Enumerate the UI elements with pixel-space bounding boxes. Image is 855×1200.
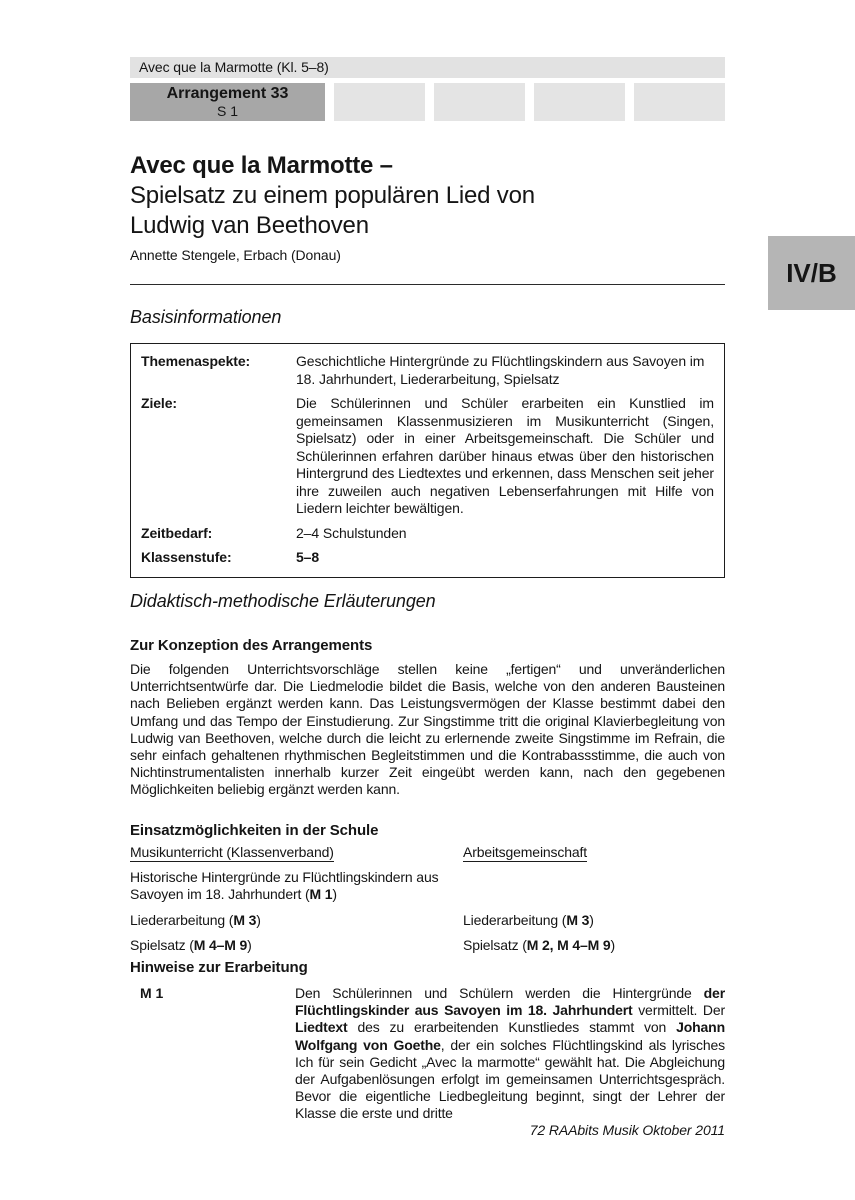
- tab-placeholder-4: [634, 83, 725, 121]
- page-footer: 72 RAAbits Musik Oktober 2011: [529, 1122, 725, 1138]
- title-line-3: Ludwig van Beethoven: [130, 212, 369, 239]
- info-row-ziele: [141, 395, 714, 518]
- tab-arrangement-active[interactable]: [130, 83, 325, 121]
- info-value: 5–8: [296, 549, 320, 565]
- info-value: Geschichtliche Hintergründe zu Flüchtlingskindern aus Savoyen im 18. Jahrhundert, Liederarbeitung, Spielsatz: [296, 353, 705, 387]
- chapter-tab: [768, 236, 855, 310]
- chapter-label: IV/B: [786, 257, 837, 288]
- einsatz-item-right-3: Spielsatz (M 2, M 4–M 9): [463, 936, 616, 953]
- tab-placeholder-3: [534, 83, 625, 121]
- subheading-hinweise: Hinweise zur Erarbeitung: [130, 959, 308, 976]
- info-label: Themenaspekte:: [141, 353, 251, 369]
- title-line-1: Avec que la Marmotte –: [130, 152, 393, 179]
- info-value: 2–4 Schulstunden: [296, 524, 407, 541]
- einsatz-item-left-1: Historische Hintergründe zu Flüchtlingskindern aus Savoyen im 18. Jahrhundert (M 1): [130, 869, 439, 903]
- author-line: Annette Stengele, Erbach (Donau): [130, 247, 341, 263]
- info-label: Ziele:: [141, 395, 177, 411]
- material-text-m1: Den Schülerinnen und Schülern werden die Hintergründe der Flüchtlingskinder aus Savoyen im 18. Jahrhundert vermittelt. Der Liedtext des zu erarbeitenden Kunstliedes stammt von Johann Wolfgang von Goethe, der ein solches Flüchtlingskind als lyrisches Ich für sein Gedicht „Avec la marmotte“ gewählt hat. Die Abgleichung der Aufgabenlösungen erfolgt im gemeinsamen Unterrichtsgespräch. Bevor die eigentliche Liedbegleitung beginnt, singt der Lehrer der Klasse die erste und dritte: [295, 985, 726, 1122]
- einsatz-item-left-2: Liederarbeitung (M 3): [130, 911, 261, 928]
- column-header-musikunterricht: Musikunterricht (Klassenverband): [130, 844, 334, 860]
- section-heading-basisinformationen: Basisinformationen: [130, 307, 282, 327]
- info-label: Klassenstufe:: [141, 549, 232, 565]
- einsatz-table: [130, 844, 725, 954]
- tab-title: Arrangement 33: [166, 85, 289, 102]
- info-row-klassenstufe: [141, 549, 714, 567]
- info-row-zeitbedarf: [141, 525, 714, 543]
- material-label-m1: M 1: [140, 985, 164, 1001]
- info-label: Zeitbedarf:: [141, 524, 213, 541]
- material-note-m1: [130, 985, 725, 1123]
- column-header-arbeitsgemeinschaft: Arbeitsgemeinschaft: [463, 844, 587, 860]
- page-header-strip: Avec que la Marmotte (Kl. 5–8): [130, 57, 725, 78]
- tab-placeholder-1: [334, 83, 425, 121]
- section-heading-didaktik: Didaktisch-methodische Erläuterungen: [130, 591, 436, 611]
- title-divider: [130, 284, 725, 285]
- document-title: [130, 151, 725, 241]
- tab-placeholder-2: [434, 83, 525, 121]
- einsatz-item-left-3: Spielsatz (M 4–M 9): [130, 936, 252, 953]
- basisinfo-box: [130, 343, 725, 578]
- konzeption-paragraph: Die folgenden Unterrichtsvorschläge stellen keine „fertigen“ und unveränderlichen Unterrichtsentwürfe dar. Die Liedmelodie bildet die Basis, welche von den anderen Bausteinen nach Belieben ergänzt werden kann. Das Leistungsvermögen der Klasse bestimmt dabei den Umfang und das Tempo der Einstudierung. Zur Singstimme tritt die original Klavierbegleitung von Ludwig van Beethoven, welche durch die leicht zu erlernende zweite Singstimme im Refrain, die sehr einfach gehaltenen rhythmischen Begleitstimmen und die Kontrabassstimme, die auch von Nichtinstrumentalisten innerhalb kurzer Zeit eingeübt werden kann, nach den gegebenen Möglichkeiten beliebig ergänzt werden kann.: [130, 661, 725, 798]
- einsatz-item-right-1: [463, 869, 725, 903]
- info-value: Die Schülerinnen und Schüler erarbeiten ein Kunstlied im gemeinsamen Klassenmusizieren im Musikunterricht (Singen, Spielsatz) oder in einer Arbeitsgemeinschaft. Die Schüler und Schülerinnen erfahren darüber hinaus etwas über den historischen Hintergrund des Liedtextes und erkennen, dass Menschen seit jeher ihre zuweilen auch negativen Lebenserfahrungen mit Hilfe von Liedern leichter bewältigen.: [296, 395, 714, 516]
- subheading-konzeption: Zur Konzeption des Arrangements: [130, 637, 373, 654]
- title-line-2: Spielsatz zu einem populären Lied von: [130, 182, 535, 209]
- tab-page-number: S 1: [216, 103, 238, 119]
- einsatz-item-right-2: Liederarbeitung (M 3): [463, 911, 594, 928]
- material-tab-row: [130, 83, 725, 121]
- subheading-einsatzmoeglichkeiten: Einsatzmöglichkeiten in der Schule: [130, 822, 379, 839]
- info-row-themenaspekte: [141, 353, 714, 388]
